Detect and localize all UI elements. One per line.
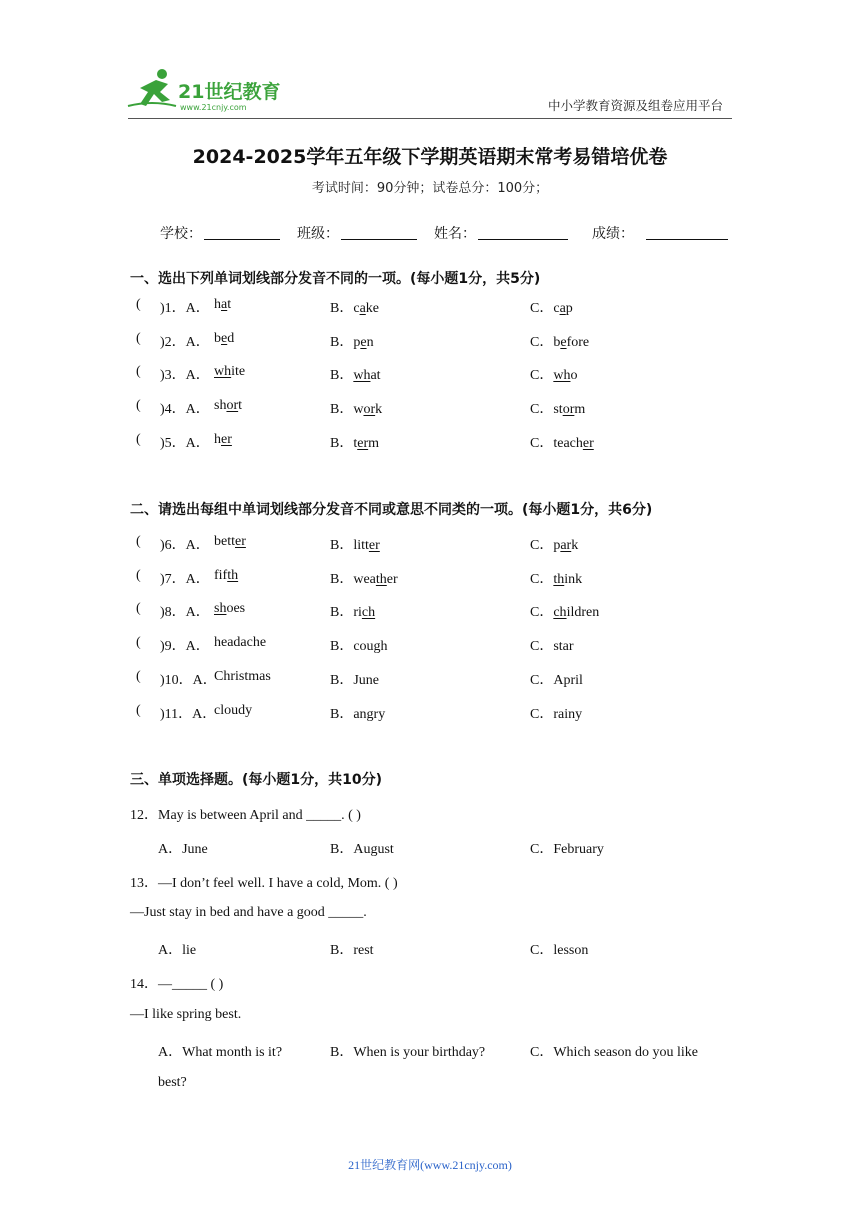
exam-info: 考试时间：90分钟；试卷总分：100分； (311, 181, 549, 196)
option-b[interactable]: B．litter (330, 538, 380, 553)
underlined-letters: er (582, 435, 594, 451)
q14-line2: —I like spring best. (130, 1007, 242, 1022)
underlined-letters: wh (353, 368, 371, 384)
option-b[interactable]: B．work (330, 402, 383, 418)
answer-paren[interactable]: ( (136, 398, 141, 414)
score-label: 成绩： (592, 226, 634, 242)
q12-options (158, 838, 758, 858)
school-label: 学校： (160, 226, 202, 242)
name-blank[interactable] (478, 225, 568, 240)
option-b[interactable]: B．June (330, 672, 380, 688)
name-label: 姓名： (434, 226, 476, 242)
q14-option-c-continued: best? (158, 1075, 187, 1090)
question-number: )4．A． (160, 402, 210, 418)
answer-paren[interactable]: ( (136, 635, 141, 651)
q13-stem: 13．—I don’t feel well. I have a cold, Mom. ( ) (130, 876, 398, 891)
underlined-letters: er (221, 431, 232, 447)
class-blank[interactable] (341, 225, 417, 240)
q13-option-c[interactable]: C．lesson (530, 943, 589, 958)
q13-option-b[interactable]: B．rest (330, 943, 374, 958)
q12-option-c[interactable]: C．February (530, 842, 604, 857)
option-a[interactable]: bed (214, 330, 235, 346)
option-c[interactable]: C．storm (530, 402, 586, 418)
option-a[interactable]: short (214, 398, 243, 414)
underlined-letters: th (375, 571, 387, 587)
section1-question-row (136, 297, 736, 317)
option-a[interactable]: headache (214, 635, 267, 651)
option-a[interactable]: better (214, 534, 246, 549)
option-b[interactable]: B．cake (330, 301, 379, 316)
answer-paren[interactable]: ( (136, 702, 141, 718)
question-number: )10．A． (160, 672, 217, 688)
option-a[interactable]: cloudy (214, 702, 253, 718)
answer-paren[interactable]: ( (136, 330, 141, 346)
logo (122, 66, 292, 114)
question-number: )11．A． (160, 706, 217, 722)
class-field[interactable] (297, 223, 417, 243)
underlined-letters: wh (214, 364, 232, 380)
option-b[interactable]: B．rich (330, 605, 376, 621)
school-blank[interactable] (204, 225, 280, 240)
option-a[interactable]: white (214, 364, 246, 380)
answer-paren[interactable]: ( (136, 297, 141, 312)
option-b[interactable]: B．pen (330, 334, 374, 350)
option-c[interactable]: C．think (530, 571, 583, 587)
section2-question-row (136, 568, 736, 588)
score-blank[interactable] (646, 225, 728, 240)
option-a[interactable]: shoes (214, 601, 246, 617)
underlined-letters: sh (214, 601, 227, 617)
section1-heading: 一、选出下列单词划线部分发音不同的一项。(每小题1分，共5分) (130, 271, 541, 287)
section2-question-row (136, 635, 736, 655)
q13-options (158, 939, 758, 959)
answer-paren[interactable]: ( (136, 364, 141, 380)
underlined-letters: th (227, 567, 239, 583)
question-number: )1．A． (160, 301, 210, 316)
option-c[interactable]: C．teacher (530, 435, 594, 451)
section2-question-row (136, 669, 736, 689)
underlined-letters: er (235, 534, 246, 549)
underlined-letters: wh (553, 368, 571, 384)
q14-stem: 14．—_____ ( ) (130, 977, 224, 992)
option-c[interactable]: C．rainy (530, 706, 583, 722)
section2-question-row (136, 703, 736, 723)
underlined-letters: or (226, 398, 239, 414)
score-field[interactable] (592, 223, 728, 243)
option-c[interactable]: C．April (530, 672, 583, 688)
answer-paren[interactable]: ( (136, 534, 141, 549)
q12-option-b[interactable]: B．August (330, 842, 394, 857)
option-a[interactable]: fifth (214, 567, 239, 583)
question-number: )9．A． (160, 639, 210, 655)
logo-text: 21世纪教育 (178, 81, 281, 103)
question-number: )7．A． (160, 571, 210, 587)
runner-icon (128, 69, 176, 106)
header-divider (128, 118, 732, 119)
underlined-letters: e (560, 334, 567, 350)
underlined-letters: a (359, 301, 366, 316)
section1-question-row (136, 432, 736, 452)
option-c[interactable]: C．who (530, 368, 578, 384)
underlined-letters: a (559, 301, 566, 316)
class-label: 班级： (297, 226, 339, 242)
logo-url: www.21cnjy.com (180, 103, 247, 112)
option-c[interactable]: C．star (530, 639, 574, 655)
underlined-letters: er (357, 435, 369, 451)
section1-question-row (136, 398, 736, 418)
q13-option-a[interactable]: A．lie (158, 943, 197, 958)
option-a[interactable]: her (214, 431, 232, 447)
question-number: )5．A． (160, 435, 210, 451)
option-c[interactable]: C．cap (530, 301, 573, 316)
underlined-letters: th (553, 571, 565, 587)
section3-heading: 三、单项选择题。(每小题1分，共10分) (130, 772, 383, 788)
answer-paren[interactable]: ( (136, 668, 141, 684)
option-b[interactable]: B．weather (330, 571, 398, 587)
underlined-letters: ch (553, 605, 567, 621)
option-c[interactable]: C．park (530, 538, 579, 553)
option-c[interactable]: C．before (530, 334, 590, 350)
answer-paren[interactable]: ( (136, 431, 141, 447)
answer-paren[interactable]: ( (136, 601, 141, 617)
underlined-letters: e (221, 330, 228, 346)
name-field[interactable] (434, 223, 568, 243)
q14-options (158, 1041, 758, 1061)
option-b[interactable]: B．cough (330, 639, 388, 655)
section1-question-row (136, 364, 736, 384)
option-b[interactable]: B．angry (330, 706, 386, 722)
option-b[interactable]: B．term (330, 435, 380, 451)
option-b[interactable]: B．what (330, 368, 381, 384)
q13-line2: —Just stay in bed and have a good _____. (130, 905, 367, 920)
section2-heading: 二、请选出每组中单词划线部分发音不同或意思不同类的一项。(每小题1分，共6分) (130, 502, 653, 518)
underlined-letters: ar (560, 538, 572, 553)
question-number: )2．A． (160, 334, 210, 350)
option-a[interactable]: hat (214, 297, 232, 312)
underlined-letters: or (562, 402, 575, 418)
option-c[interactable]: C．children (530, 605, 600, 621)
platform-label: 中小学教育资源及组卷应用平台 (548, 98, 724, 113)
section2-question-row (136, 601, 736, 621)
underlined-letters: er (368, 538, 380, 553)
question-number: )3．A． (160, 368, 210, 384)
option-a[interactable]: Christmas (214, 668, 271, 684)
q12-stem: 12．May is between April and _____. ( ) (130, 808, 361, 823)
q14-option-c[interactable]: C．Which season do you like (530, 1045, 698, 1060)
question-number: )8．A． (160, 605, 210, 621)
question-number: )6．A． (160, 538, 210, 553)
underlined-letters: or (363, 402, 376, 418)
page-title: 2024-2025学年五年级下学期英语期末常考易错培优卷 (192, 146, 668, 168)
q14-option-b[interactable]: B．When is your birthday? (330, 1045, 486, 1060)
section1-question-row (136, 331, 736, 351)
q14-option-a[interactable]: A．What month is it? (158, 1045, 283, 1060)
underlined-letters: e (360, 334, 367, 350)
school-field[interactable] (160, 223, 280, 243)
footer: 21世纪教育网(www.21cnjy.com) (348, 1158, 512, 1172)
underlined-letters: a (221, 297, 228, 312)
q12-option-a[interactable]: A．June (158, 842, 208, 857)
section2-question-row (136, 534, 736, 554)
underlined-letters: ch (361, 605, 376, 621)
answer-paren[interactable]: ( (136, 567, 141, 583)
